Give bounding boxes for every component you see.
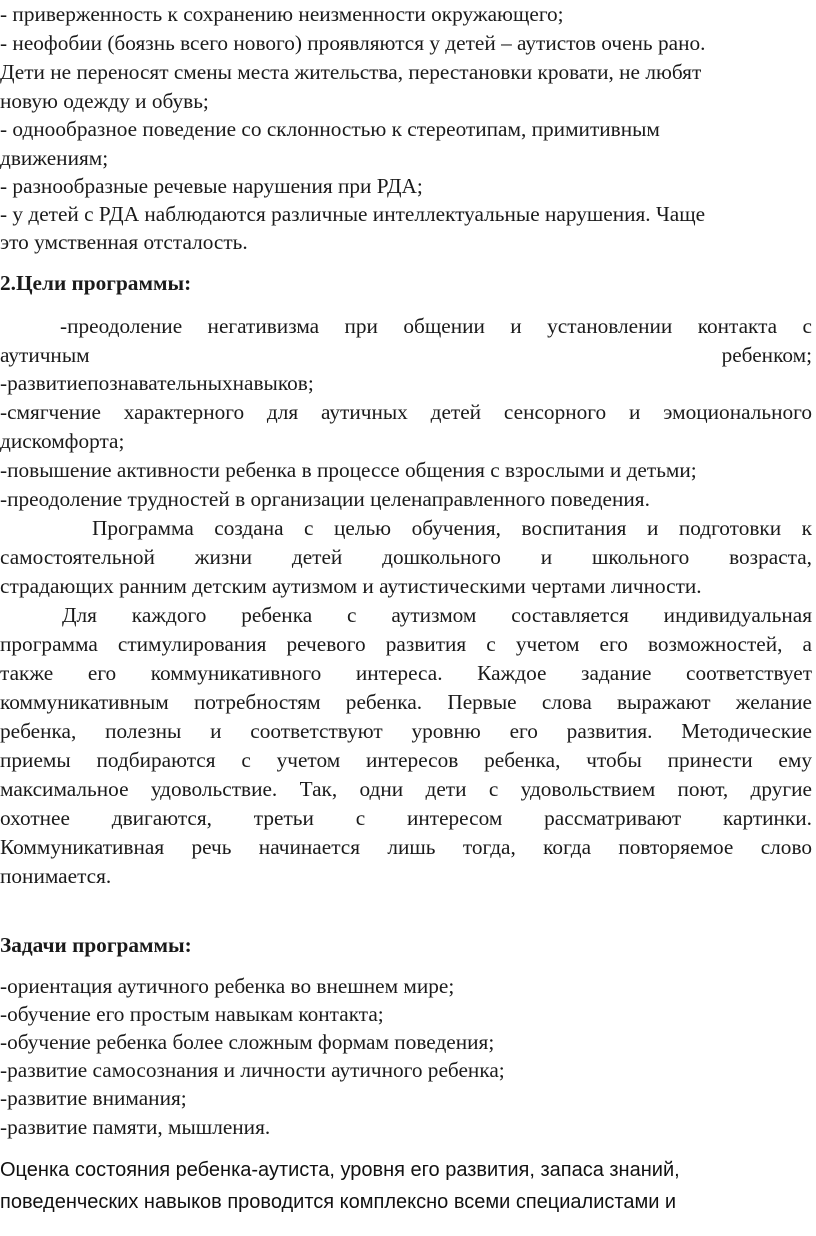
tasks-line-6: -развитие памяти, мышления. (0, 1115, 271, 1139)
goals-line-2-end: ребенком; (721, 343, 812, 367)
para1-line-2: самостоятельной жизни детей дошкольного и школьного возраста, (0, 545, 812, 569)
tasks-line-1: -ориентация аутичного ребенка во внешнем мире; (0, 974, 455, 998)
intro-line-2: - неофобии (боязнь всего нового) проявляются у детей – аутистов очень рано. (0, 31, 706, 55)
para2-line-2: программа стимулирования речевого развития с учетом его возможностей, а (0, 632, 812, 656)
para2-line-7: максимальное удовольствие. Так, одни дети с удовольствием поют, другие (0, 777, 812, 801)
tasks-line-3: -обучение ребенка более сложным формам поведения; (0, 1030, 495, 1054)
intro-line-6: движениям; (0, 146, 109, 170)
tasks-line-4: -развитие самосознания и личности аутичного ребенка; (0, 1058, 505, 1082)
assessment-line-2: поведенческих навыков проводится комплексно всеми специалистами и (0, 1191, 677, 1213)
intro-line-1: - приверженность к сохранению неизменности окружающего; (0, 2, 564, 26)
para2-line-8: охотнее двигаются, третьи с интересом рассматривают картинки. (0, 806, 812, 830)
goals-line-3: -развитиепознавательныхнавыков; (0, 371, 314, 395)
intro-line-9: это умственная отсталость. (0, 230, 248, 254)
intro-line-7: - разнообразные речевые нарушения при РДА; (0, 174, 423, 198)
goals-line-1: -преодоление негативизма при общении и установлении контакта с (60, 314, 812, 338)
tasks-line-5: -развитие внимания; (0, 1086, 187, 1110)
intro-line-5: - однообразное поведение со склонностью к стереотипам, примитивным (0, 117, 660, 141)
goals-line-7: -преодоление трудностей в организации целенаправленного поведения. (0, 487, 650, 511)
para1-line-1: Программа создана с целью обучения, воспитания и подготовки к (92, 516, 812, 540)
para2-line-3: также его коммуникативного интереса. Каждое задание соответствует (0, 661, 812, 685)
para2-line-4: коммуникативным потребностям ребенка. Первые слова выражают желание (0, 690, 812, 714)
goals-line-2 (0, 342, 812, 369)
goals-line-2-start: аутичным (0, 343, 90, 367)
goals-heading: 2.Цели программы: (0, 271, 192, 295)
goals-line-5: дискомфорта; (0, 429, 125, 453)
intro-line-8: - у детей с РДА наблюдаются различные интеллектуальные нарушения. Чаще (0, 202, 706, 226)
para2-line-1: Для каждого ребенка с аутизмом составляется индивидуальная (62, 603, 812, 627)
tasks-heading: Задачи программы: (0, 933, 192, 957)
intro-line-4: новую одежду и обувь; (0, 89, 209, 113)
tasks-line-2: -обучение его простым навыкам контакта; (0, 1002, 384, 1026)
para2-line-10: понимается. (0, 864, 112, 888)
para2-line-6: приемы подбираются с учетом интересов ребенка, чтобы принести ему (0, 748, 812, 772)
para2-line-5: ребенка, полезны и соответствуют уровню его развития. Методические (0, 719, 812, 743)
intro-line-3: Дети не переносят смены места жительства, перестановки кровати, не любят (0, 60, 702, 84)
goals-line-6: -повышение активности ребенка в процессе общения с взрослыми и детьми; (0, 458, 697, 482)
para1-line-3: страдающих ранним детским аутизмом и аутистическими чертами личности. (0, 574, 702, 598)
goals-line-4: -смягчение характерного для аутичных детей сенсорного и эмоционального (0, 400, 812, 424)
assessment-line-1: Оценка состояния ребенка-аутиста, уровня его развития, запаса знаний, (0, 1159, 680, 1181)
para2-line-9: Коммуникативная речь начинается лишь тогда, когда повторяемое слово (0, 835, 812, 859)
